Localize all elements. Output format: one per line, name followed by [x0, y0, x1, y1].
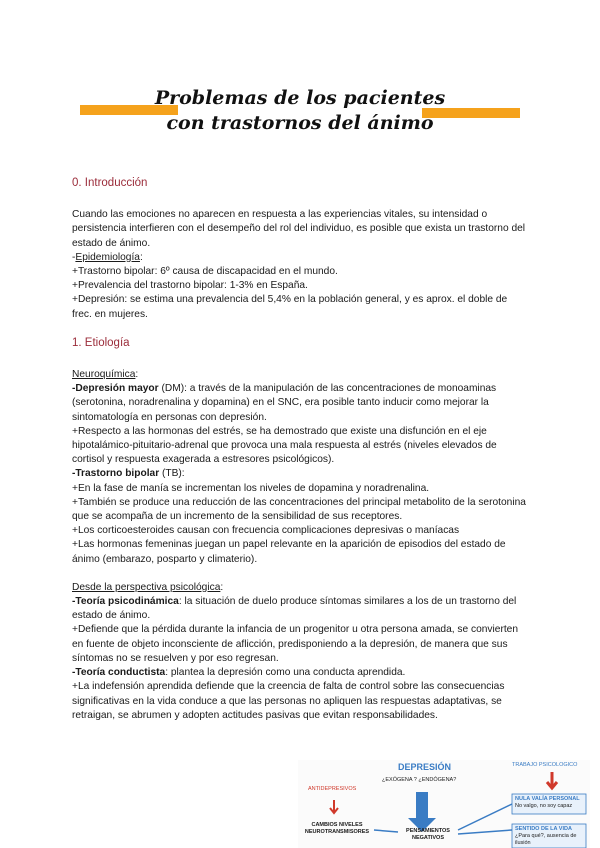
- intro-paragraph: Cuando las emociones no aparecen en respuesta a las experiencias vitales, su intensidad o persistencia interfieren con el desempeño del rol del individuo, es posible que exista un trastorno del estado de ánimo.: [72, 209, 526, 249]
- connector-arrow-icon: [374, 830, 398, 832]
- epi-label: Epidemiología: [75, 251, 140, 263]
- depression-diagram: [298, 760, 590, 848]
- cond-term: -Teoría conductista: [72, 667, 166, 679]
- tb-item: +Los corticoesteroides causan con frecuencia complicaciones depresivas o maníacas: [72, 525, 460, 537]
- tb-term: -Trastorno bipolar: [72, 468, 160, 480]
- epi-item: +Depresión: se estima una prevalencia del 5,4% en la población general, y es aprox. el doble de frec. en mujeres.: [72, 294, 508, 320]
- red-arrow-icon: [330, 800, 338, 813]
- down-arrow-icon: [408, 792, 436, 832]
- psyd-text: : la situación de duelo produce síntomas similares a los de un trastorno del estado de ánimo.: [72, 596, 517, 622]
- epi-prefix: -: [72, 251, 76, 263]
- dm-text: (DM): a través de la manipulación de las concentraciones de monoaminas (serotonina, noradrenalina y dopamina) en el SNC, era posible tanto inducir como mejorar la sintomatología en personas con depresión.: [72, 383, 497, 423]
- epi-item: +Prevalencia del trastorno bipolar: 1-3% en España.: [72, 280, 308, 292]
- label-neurotransmisores: CAMBIOS NIVELES NEUROTRANSMISORES: [304, 822, 370, 835]
- box2-title: SENTIDO DE LA VIDA: [515, 826, 572, 832]
- dm-item: +Respecto a las hormonas del estrés, se ha demostrado que existe una disfunción en el eje hipotalámico-pituitario-adrenal que provoca una mala respuesta al estrés (niveles elevados de cortisol y respuesta exagerada a estresores psicológicos).: [72, 425, 497, 466]
- diagram-question: ¿EXÓGENA ? ¿ENDÓGENA?: [382, 777, 457, 783]
- connector-arrow-icon: [458, 804, 512, 830]
- box2-sub: ¿Para qué?, ausencia de ilusión: [515, 833, 577, 846]
- epi-item: +Trastorno bipolar: 6º causa de discapacidad en el mundo.: [72, 266, 338, 278]
- diagram-title: DEPRESIÓN: [398, 762, 452, 772]
- tb-item: +Las hormonas femeninas juegan un papel relevante en la aparición de episodios del estado de ánimo (embarazo, posparto y climaterio).: [72, 539, 506, 565]
- neuro-colon: :: [135, 369, 139, 381]
- tb-item: +También se produce una reducción de las concentraciones del principal metabolito de la serotonina que se acompaña de un incremento de la sensibilidad de sus receptores.: [72, 496, 526, 523]
- cond-item: +La indefensión aprendida defiende que la creencia de falta de control sobre las consecuencias significativas en la vida conduce a que las personas no apliquen las respuestas adaptativas, se retraigan, se abrumen y adopten actitudes pasivas que evitan responsabilidades.: [72, 681, 505, 721]
- psyd-paragraph: [72, 595, 528, 623]
- connector-arrow-icon: [458, 830, 512, 834]
- dm-term: -Depresión mayor: [72, 383, 159, 395]
- page-title: [150, 86, 450, 136]
- section-heading-etiology: 1. Etiología: [72, 336, 130, 349]
- page-title-line2: con trastornos del ánimo: [166, 112, 434, 134]
- psy-colon: :: [220, 581, 224, 593]
- neuro-label: [72, 368, 528, 382]
- label-trabajo: TRABAJO PSICOLOGICO: [512, 762, 578, 768]
- red-arrow-icon: [547, 772, 557, 788]
- cond-text: : plantea la depresión como una conducta aprendida.: [165, 667, 406, 679]
- psy-label: [72, 581, 528, 595]
- neuro-label-text: Neuroquímica: [72, 369, 136, 381]
- box1-title: NULA VALÍA PERSONAL: [515, 796, 580, 802]
- tb-text: (TB):: [159, 468, 185, 480]
- cond-paragraph: [72, 666, 528, 680]
- page-title-line1: Problemas de los pacientes: [154, 87, 446, 109]
- label-antidepresivos: ANTIDEPRESIVOS: [308, 786, 357, 792]
- psyd-item: +Defiende que la pérdida durante la infancia de un progenitor u otra persona amada, se convierten en fuente de objeto inconsciente de aflicción, predisponiendo a la depresión, de manera que sus síntomas no se resuelven y por eso regresan.: [72, 624, 519, 664]
- tb-item: +En la fase de manía se incrementan los niveles de dopamina y noradrenalina.: [72, 482, 430, 494]
- psyd-term: -Teoría psicodinámica: [72, 596, 179, 608]
- psy-label-text: Desde la perspectiva psicológica: [72, 581, 221, 593]
- box1-sub: No valgo, no soy capaz: [515, 803, 573, 809]
- epidemiology-label: [72, 251, 528, 265]
- label-pensamientos: PENSAMIENTOS NEGATIVOS: [406, 828, 450, 841]
- epi-suffix: :: [139, 251, 143, 263]
- section-heading-intro: 0. Introducción: [72, 177, 148, 189]
- document-body: [72, 176, 528, 723]
- tb-paragraph: [72, 467, 528, 481]
- dm-paragraph: [72, 382, 528, 425]
